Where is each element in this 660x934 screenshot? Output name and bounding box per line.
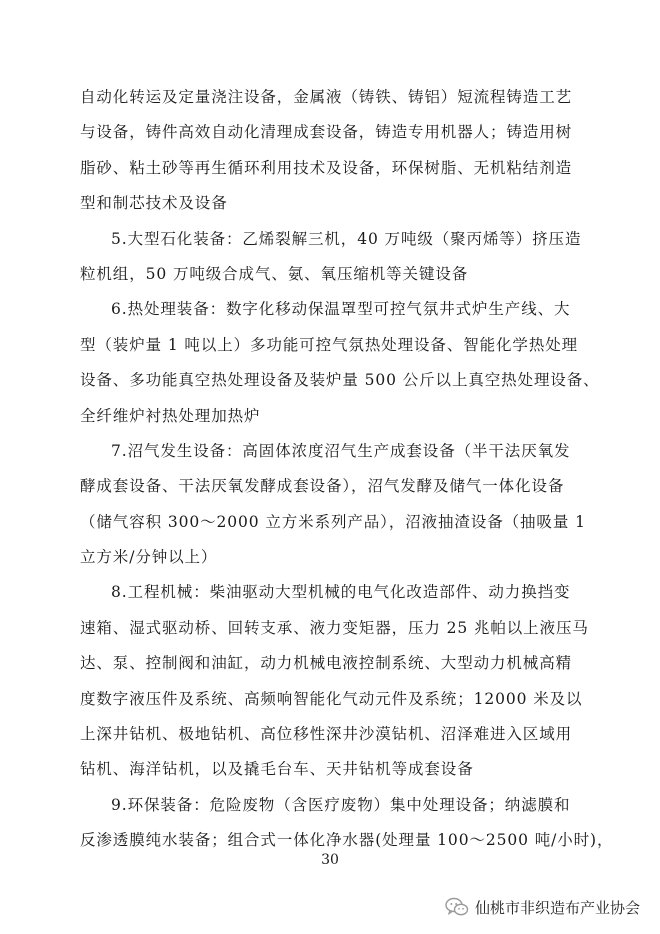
page-number: 30 <box>321 852 339 868</box>
body-text <box>80 80 614 859</box>
text-line: 反渗透膜纯水装备；组合式一体化净水器(处理量 100～2500 吨/小时)， <box>80 831 614 850</box>
text-line: 5.大型石化装备：乙烯裂解三机，40 万吨级（聚丙烯等）挤压造 <box>111 229 582 248</box>
text-line: 达、泵、控制阀和油缸，动力机械电液控制系统、大型动力机械高精 <box>80 654 573 673</box>
text-line: 型（装炉量 1 吨以上）多功能可控气氛热处理设备、智能化学热处理 <box>80 335 579 354</box>
text-line: 设备、多功能真空热处理设备及装炉量 500 公斤以上真空热处理设备、 <box>80 371 600 390</box>
text-line: 脂砂、粘土砂等再生循环利用技术及设备，环保树脂、无机粘结剂造 <box>80 158 573 177</box>
watermark <box>445 894 640 920</box>
text-line: 自动化转运及定量浇注设备，金属液（铸铁、铸铝）短流程铸造工艺 <box>80 88 573 106</box>
text-line: 度数字液压件及系统、高频响智能化气动元件及系统；12000 米及以 <box>80 689 583 708</box>
text-line: 粒机组，50 万吨级合成气、氨、氧压缩机等关键设备 <box>80 264 469 283</box>
text-line: （储气容积 300～2000 立方米系列产品），沼液抽渣设备（抽吸量 1 <box>80 512 586 531</box>
text-line: 立方米/分钟以上） <box>80 548 218 567</box>
text-line: 9.环保装备：危险废物（含医疗废物）集中处理设备；纳滤膜和 <box>111 795 571 814</box>
text-line: 上深井钻机、极地钻机、高位移性深井沙漠钻机、沼泽难进入区域用 <box>80 725 573 744</box>
text-line: 全纤维炉衬热处理加热炉 <box>80 406 261 425</box>
text-line: 型和制芯技术及设备 <box>80 194 228 213</box>
wechat-icon <box>445 897 469 917</box>
text-line: 速箱、湿式驱动桥、回转支承、液力变矩器，压力 25 兆帕以上液压马 <box>80 618 589 637</box>
text-line: 钻机、海洋钻机，以及撬毛台车、天井钻机等成套设备 <box>80 760 474 779</box>
text-line: 与设备，铸件高效自动化清理成套设备，铸造专用机器人；铸造用树 <box>80 123 573 142</box>
watermark-label: 仙桃市非织造布产业协会 <box>474 898 640 917</box>
text-line: 8.工程机械：柴油驱动大型机械的电气化改造部件、动力换挡变 <box>111 583 571 602</box>
text-line: 7.沼气发生设备：高固体浓度沼气生产成套设备（半干法厌氧发 <box>111 441 571 460</box>
text-line: 6.热处理装备：数字化移动保温罩型可控气氛井式炉生产线、大 <box>111 300 571 319</box>
text-line: 酵成套设备、干法厌氧发酵成套设备），沼气发酵及储气一体化设备 <box>80 477 565 496</box>
